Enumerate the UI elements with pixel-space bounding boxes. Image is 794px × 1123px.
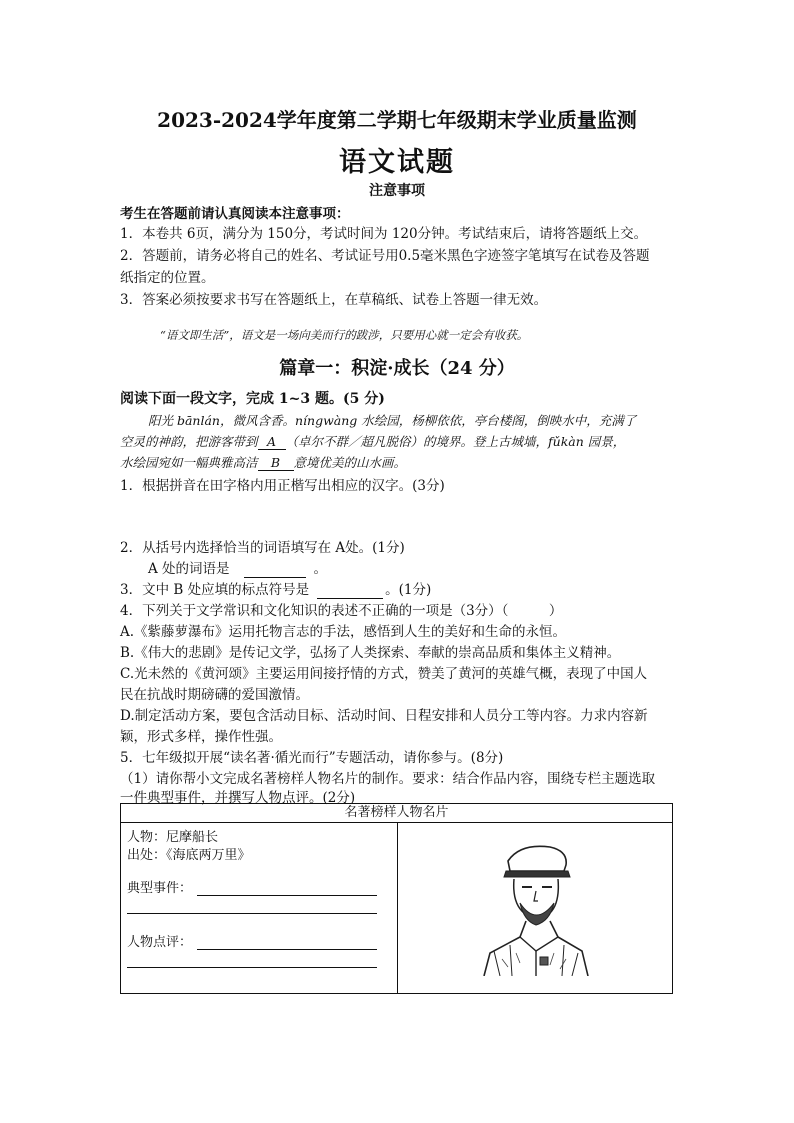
- question-2-answer-end: 。: [313, 561, 328, 577]
- reading-line-3-post: 意境优美的山水画。: [293, 455, 407, 470]
- answer-blank-b[interactable]: [317, 582, 383, 599]
- card-person: 人物：尼摩船长: [127, 830, 219, 845]
- instruction-item-3: 3．答案必须按要求书写在答题纸上，在草稿纸、试卷上答题一律无效。: [120, 292, 548, 308]
- question-4-option-a: A.《紫藤萝瀑布》运用托物言志的手法，感悟到人生的美好和生命的永恒。: [120, 624, 567, 640]
- card-comment-label: 人物点评：: [127, 935, 193, 950]
- reading-line-2: [120, 432, 625, 450]
- question-2: 2．从括号内选择恰当的词语填写在 A处。(1分): [120, 540, 405, 556]
- card-info: [121, 823, 398, 994]
- question-2-answer-label: A 处的词语是: [148, 561, 230, 577]
- subject-title: 语文试题: [339, 147, 455, 178]
- card-title: 名著榜样人物名片: [121, 804, 673, 823]
- question-4: 4．下列关于文学常识和文化知识的表述不正确的一项是（3分）（ ）: [120, 603, 563, 619]
- chapter-heading: 篇章一：积淀·成长（24 分）: [279, 358, 515, 379]
- question-5: 5．七年级拟开展“读名著·循光而行”专题活动，请你参与。(8分): [120, 750, 504, 766]
- comment-answer-line-1[interactable]: [197, 949, 377, 950]
- question-4-option-d-cont: 颖，形式多样，操作性强。: [120, 729, 282, 745]
- reading-heading: 阅读下面一段文字，完成 1~3 题。(5 分): [120, 391, 385, 407]
- question-3-post: 。(1分): [385, 582, 432, 598]
- comment-answer-line-2[interactable]: [127, 967, 377, 968]
- question-5-part-1-cont: 一件典型事件，并撰写人物点评。(2分): [120, 790, 356, 806]
- card-source: 出处：《海底两万里》: [127, 848, 251, 863]
- answer-blank-a[interactable]: [244, 561, 306, 578]
- question-1: 1．根据拼音在田字格内用正楷写出相应的汉字。(3分): [120, 478, 445, 494]
- notice-heading: 注意事项: [369, 183, 425, 199]
- question-4-option-c-cont: 民在抗战时期磅礴的爱国激情。: [120, 687, 309, 703]
- instruction-item-2-cont: 纸指定的位置。: [120, 270, 215, 286]
- character-card: [120, 803, 673, 994]
- question-4-option-b: B.《伟大的悲剧》是传记文学，弘扬了人类探索、奉献的崇高品质和集体主义精神。: [120, 645, 621, 661]
- event-answer-line-2[interactable]: [127, 913, 377, 914]
- question-4-option-d: D.制定活动方案，要包含活动目标、活动时间、日程安排和人员分工等内容。力求内容新: [120, 708, 648, 724]
- question-5-part-1: （1）请你帮小文完成名著榜样人物名片的制作。要求：结合作品内容，围绕专栏主题选取: [120, 771, 656, 787]
- instructions-intro: 考生在答题前请认真阅读本注意事项：: [120, 206, 350, 222]
- card-portrait-cell: [398, 823, 673, 994]
- blank-b: B: [258, 455, 294, 471]
- captain-nemo-portrait-icon: [480, 841, 590, 976]
- card-event-label: 典型事件：: [127, 881, 193, 896]
- blank-a: A: [258, 434, 286, 450]
- reading-line-2-pre: 空灵的神韵，把游客带到: [120, 434, 258, 449]
- reading-line-3-pre: 水绘园宛如一幅典雅高洁: [120, 455, 258, 470]
- exam-title: 2023-2024学年度第二学期七年级期末学业质量监测: [157, 108, 637, 132]
- question-3-pre: 3．文中 B 处应填的标点符号是: [120, 582, 310, 598]
- reading-line-2-post: （卓尔不群／超凡脱俗）的境界。登上古城墙，fǔkàn 园景，: [285, 434, 626, 449]
- reading-line-1: 阳光 bānlán，微风含香。níngwàng 水绘园，杨柳依依，亭台楼阁，倒映水中，充满了: [148, 413, 637, 428]
- motto: “语文即生活”，语文是一场向美而行的跋涉，只要用心就一定会有收获。: [160, 328, 529, 342]
- instruction-item-1: 1．本卷共 6页，满分为 150分，考试时间为 120分钟。考试结束后，请将答题纸上交。: [120, 226, 648, 242]
- reading-line-3: [120, 453, 406, 471]
- instruction-item-2: 2．答题前，请务必将自己的姓名、考试证号用0.5毫米黑色字迹签字笔填写在试卷及答题: [120, 248, 650, 264]
- event-answer-line-1[interactable]: [197, 895, 377, 896]
- question-4-option-c: C.光未然的《黄河颂》主要运用间接抒情的方式，赞美了黄河的英雄气概，表现了中国人: [120, 666, 648, 682]
- question-3: [120, 578, 431, 599]
- question-2-answer: [148, 557, 327, 578]
